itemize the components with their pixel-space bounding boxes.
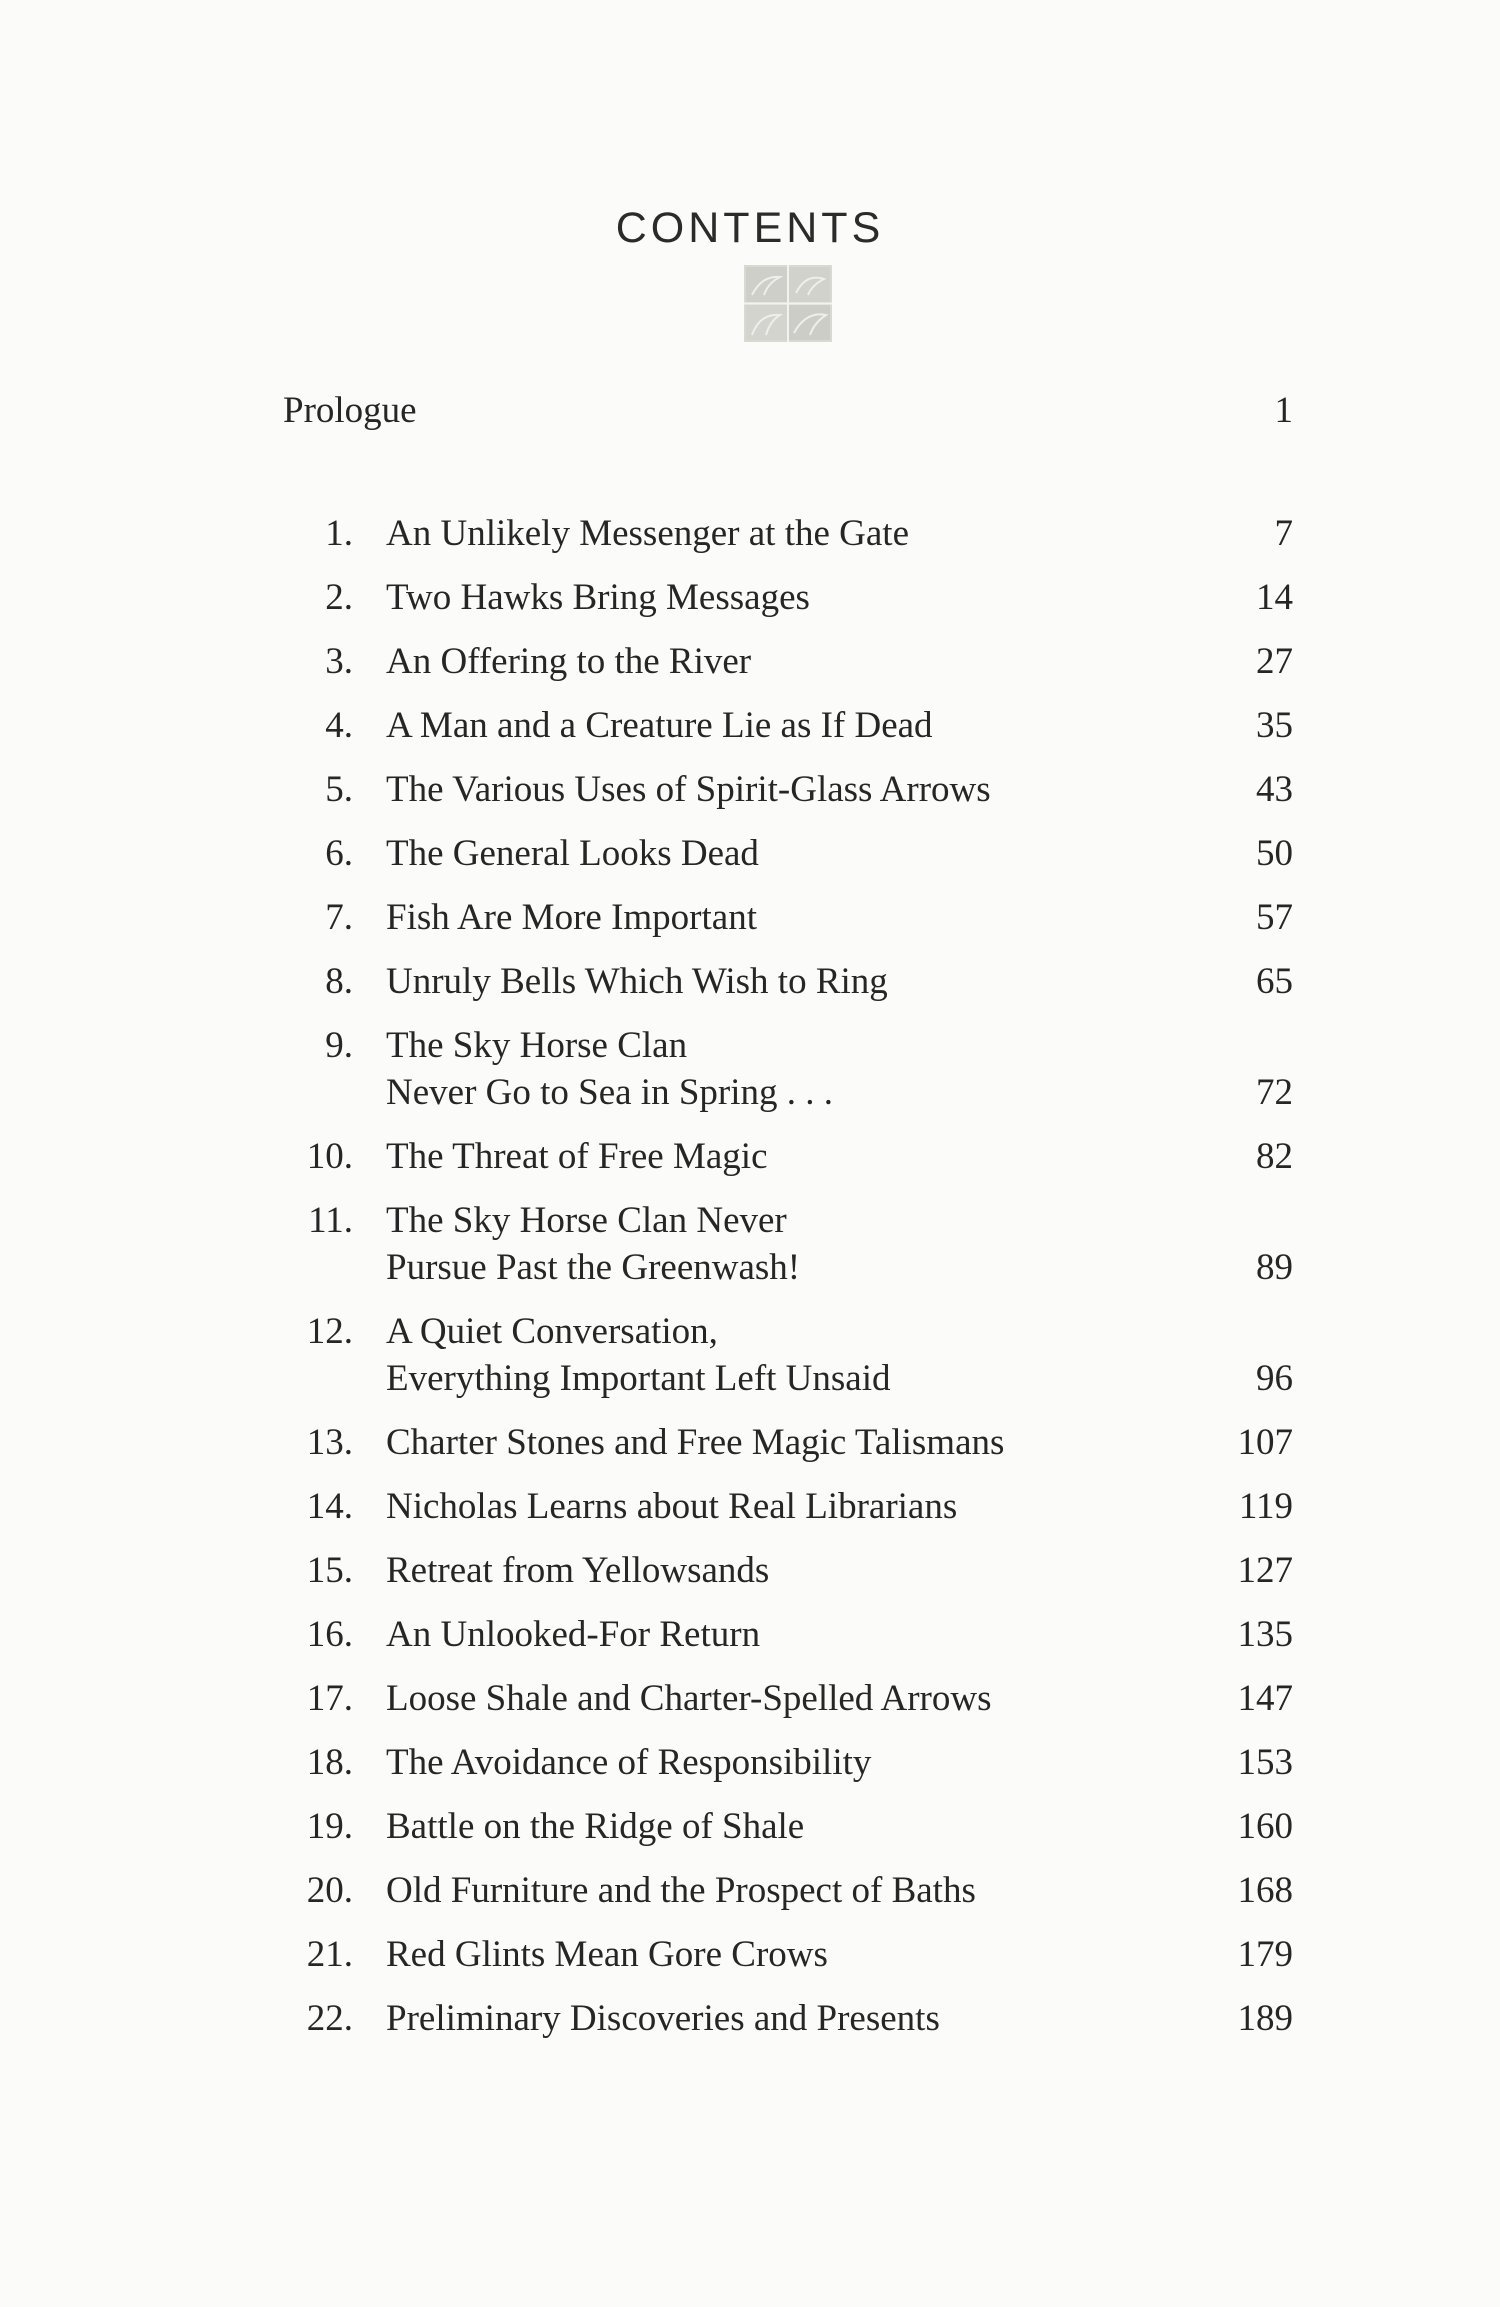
chapter-number: 12.: [306, 1311, 353, 1352]
chapter-title: An Unlooked-For Return: [386, 1614, 761, 1655]
chapter-number: 11.: [308, 1200, 353, 1241]
chapter-page-number: 168: [1237, 1870, 1293, 1911]
chapter-title: The Avoidance of Responsibility: [386, 1742, 872, 1783]
toc-prologue-entry: [283, 382, 1293, 440]
chapter-page-number: 160: [1237, 1806, 1293, 1847]
chapter-page-number: 57: [1256, 897, 1293, 938]
toc-entry: [0, 1197, 1500, 1308]
chapter-title: The General Looks Dead: [386, 833, 759, 874]
chapter-number: 1.: [325, 513, 353, 554]
chapter-title: Unruly Bells Which Wish to Ring: [386, 961, 888, 1002]
chapter-page-number: 14: [1256, 577, 1293, 618]
toc-entry: [0, 1675, 1500, 1739]
chapter-number: 18.: [306, 1742, 353, 1783]
toc-entry: [0, 1803, 1500, 1867]
chapter-number: 21.: [306, 1934, 353, 1975]
chapter-page-number: 27: [1256, 641, 1293, 682]
chapter-number: 20.: [306, 1870, 353, 1911]
chapter-title: An Offering to the River: [386, 641, 752, 682]
chapter-number: 7.: [325, 897, 353, 938]
chapter-title: Old Furniture and the Prospect of Baths: [386, 1870, 976, 1911]
toc-entry: [0, 574, 1500, 638]
chapter-title: Loose Shale and Charter-Spelled Arrows: [386, 1678, 992, 1719]
chapter-title: Preliminary Discoveries and Presents: [386, 1998, 940, 2039]
chapter-number: 22.: [306, 1998, 353, 2039]
chapter-number: 2.: [325, 577, 353, 618]
table-of-contents: [0, 510, 1500, 2059]
chapter-number: 10.: [306, 1136, 353, 1177]
toc-entry: [0, 1483, 1500, 1547]
toc-entry: [0, 1022, 1500, 1133]
toc-entry: [0, 1739, 1500, 1803]
page-title: CONTENTS: [615, 203, 885, 252]
toc-entry: [0, 1867, 1500, 1931]
chapter-number: 4.: [325, 705, 353, 746]
chapter-page-number: 189: [1237, 1998, 1293, 2039]
chapter-page-number: 72: [1256, 1072, 1293, 1113]
ornament-icon: [744, 265, 832, 342]
chapter-page-number: 135: [1237, 1614, 1293, 1655]
chapter-page-number: 96: [1256, 1358, 1293, 1399]
chapter-number: 19.: [306, 1806, 353, 1847]
chapter-number: 5.: [325, 769, 353, 810]
chapter-title: Red Glints Mean Gore Crows: [386, 1934, 828, 1975]
chapter-title: Retreat from Yellowsands: [386, 1550, 770, 1591]
chapter-number: 9.: [325, 1025, 353, 1066]
chapter-title: Fish Are More Important: [386, 897, 757, 938]
chapter-page-number: 65: [1256, 961, 1293, 1002]
chapter-page-number: 127: [1237, 1550, 1293, 1591]
chapter-number: 3.: [325, 641, 353, 682]
toc-entry: [0, 1611, 1500, 1675]
chapter-number: 17.: [306, 1678, 353, 1719]
chapter-page-number: 89: [1256, 1247, 1293, 1288]
chapter-number: 13.: [306, 1422, 353, 1463]
toc-entry: [0, 1995, 1500, 2059]
chapter-page-number: 147: [1237, 1678, 1293, 1719]
chapter-number: 14.: [306, 1486, 353, 1527]
chapter-title: Battle on the Ridge of Shale: [386, 1806, 805, 1847]
chapter-title: A Man and a Creature Lie as If Dead: [386, 705, 933, 746]
toc-entry: [0, 766, 1500, 830]
chapter-title: A Quiet Conversation, Everything Important Left Unsaid: [386, 1311, 891, 1399]
toc-entry: [0, 1931, 1500, 1995]
chapter-number: 15.: [306, 1550, 353, 1591]
toc-entry: [0, 894, 1500, 958]
chapter-page-number: 82: [1256, 1136, 1293, 1177]
chapter-page-number: 153: [1237, 1742, 1293, 1783]
toc-entry: [0, 510, 1500, 574]
toc-entry: [0, 1547, 1500, 1611]
chapter-title: The Sky Horse Clan Never Pursue Past the Greenwash!: [386, 1200, 801, 1288]
chapter-page-number: 50: [1256, 833, 1293, 874]
chapter-page-number: 179: [1237, 1934, 1293, 1975]
chapter-title: An Unlikely Messenger at the Gate: [386, 513, 909, 554]
chapter-number: 8.: [325, 961, 353, 1002]
toc-entry: [0, 1133, 1500, 1197]
chapter-page-number: 43: [1256, 769, 1293, 810]
toc-entry: [0, 702, 1500, 766]
chapter-title: The Various Uses of Spirit-Glass Arrows: [386, 769, 991, 810]
chapter-title: Charter Stones and Free Magic Talismans: [386, 1422, 1005, 1463]
chapter-number: 16.: [306, 1614, 353, 1655]
chapter-title: The Threat of Free Magic: [386, 1136, 768, 1177]
prologue-page-number: 1: [1274, 390, 1293, 431]
chapter-page-number: 119: [1238, 1486, 1293, 1527]
chapter-page-number: 35: [1256, 705, 1293, 746]
chapter-title: The Sky Horse Clan Never Go to Sea in Spring . . .: [386, 1025, 834, 1113]
chapter-number: 6.: [325, 833, 353, 874]
chapter-title: Two Hawks Bring Messages: [386, 577, 810, 618]
toc-entry: [0, 1419, 1500, 1483]
toc-entry: [0, 1308, 1500, 1419]
chapter-page-number: 107: [1237, 1422, 1293, 1463]
prologue-title: Prologue: [283, 390, 417, 431]
toc-entry: [0, 638, 1500, 702]
toc-entry: [0, 830, 1500, 894]
chapter-title: Nicholas Learns about Real Librarians: [386, 1486, 958, 1527]
toc-entry: [0, 958, 1500, 1022]
chapter-page-number: 7: [1274, 513, 1293, 554]
